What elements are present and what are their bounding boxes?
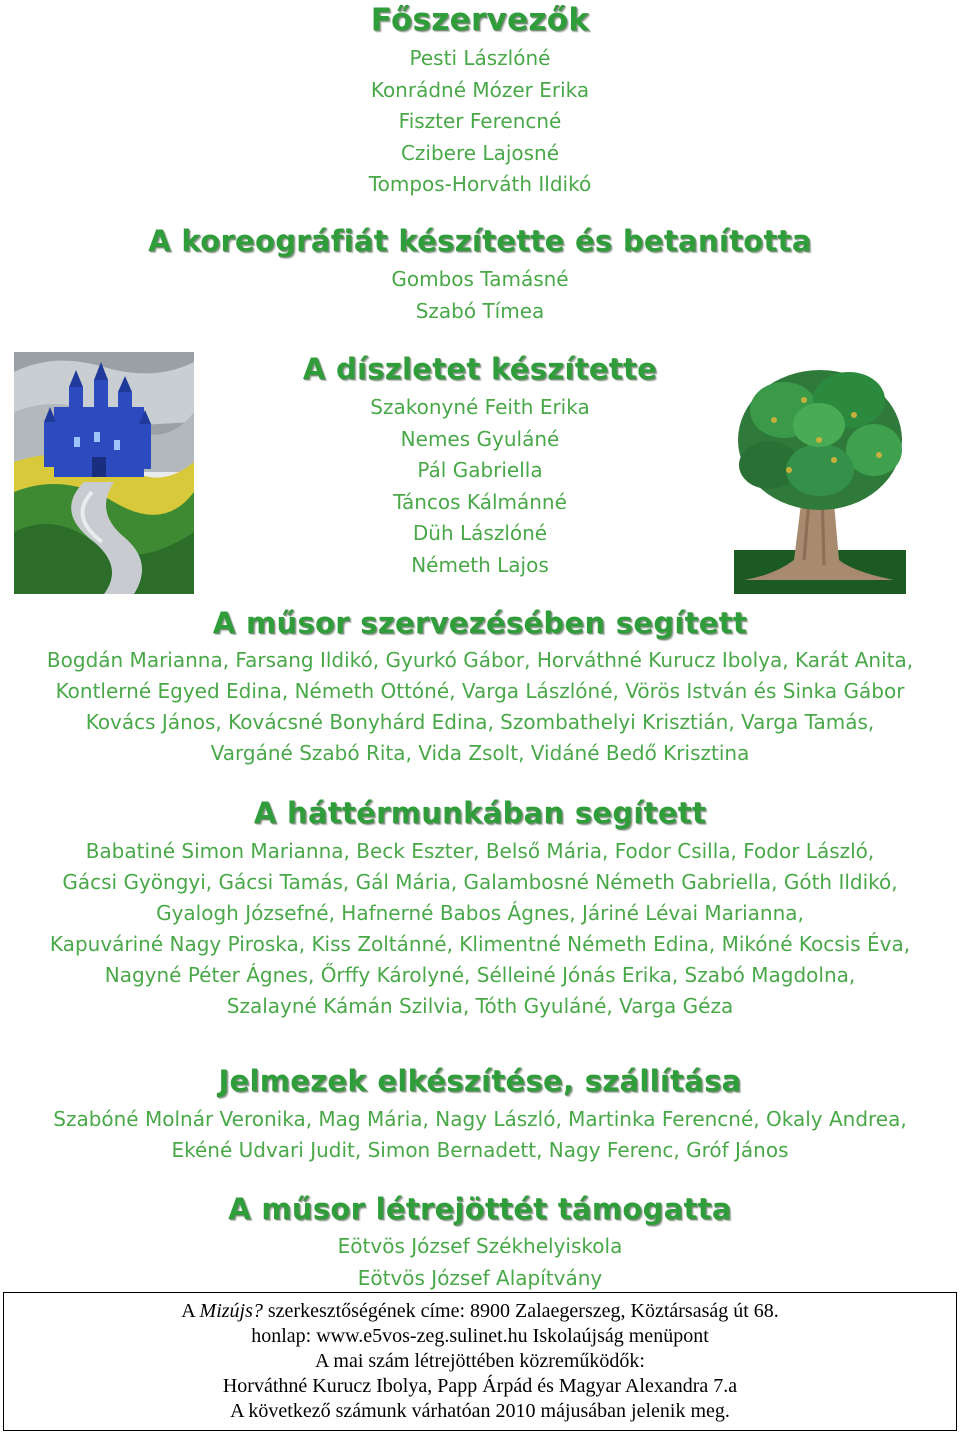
organizing-help-list — [0, 645, 960, 769]
sponsors-list — [0, 1231, 960, 1294]
footer-contributors-names: Horváthné Kurucz Ibolya, Papp Árpád és Magyar Alexandra 7.a — [222, 1375, 738, 1397]
footer-address-prefix: A — [181, 1300, 200, 1322]
heading-organizing-help: A műsor szervezésében segített — [212, 606, 748, 640]
choreography-list — [0, 264, 960, 327]
footer-address-rest: szerkesztőségének címe: 8900 Zalaegerszeg, Köztársaság út 68. — [262, 1300, 779, 1322]
heading-scenery: A díszletet készítette — [302, 352, 658, 386]
editorial-footer-box — [3, 1292, 957, 1431]
footer-homepage-line: honlap: www.e5vos-zeg.sulinet.hu Iskolaújság menüpont — [251, 1325, 709, 1347]
tree-scenery-image — [734, 360, 906, 594]
helper-line: Nagyné Péter Ágnes, Őrffy Károlyné, Sélleiné Jónás Erika, Szabó Magdolna, — [104, 963, 856, 987]
helper-line: Ekéné Udvari Judit, Simon Bernadett, Nagy Ferenc, Gróf János — [171, 1138, 789, 1162]
scenery-name: Düh Lászlóné — [412, 521, 548, 545]
choreographer-name: Szabó Tímea — [415, 298, 545, 323]
footer-contributors-label: A mai szám létrejöttében közreműködők: — [315, 1350, 645, 1372]
choreographer-name: Gombos Tamásné — [391, 267, 569, 291]
footer-next-issue: A következő számunk várhatóan 2010 májusában jelenik meg. — [230, 1400, 730, 1422]
sponsor-name: Eötvös József Alapítvány — [357, 1265, 603, 1290]
scenery-name: Németh Lajos — [411, 552, 549, 577]
organizer-name: Czibere Lajosné — [400, 140, 560, 165]
helper-line: Gácsi Gyöngyi, Gácsi Tamás, Gál Mária, Galambosné Németh Gabriella, Góth Ildikó, — [62, 870, 898, 894]
organizer-name: Konrádné Mózer Erika — [370, 77, 590, 102]
helper-line: Szalayné Kámán Szilvia, Tóth Gyuláné, Varga Géza — [226, 994, 734, 1018]
heading-organizers: Főszervezők — [370, 2, 590, 38]
heading-costumes: Jelmezek elkészítése, szállítása — [218, 1064, 742, 1098]
scenery-name: Szakonyné Feith Erika — [370, 395, 590, 419]
footer-newspaper-name: Mizújs? — [199, 1300, 263, 1322]
footer-address-line — [4, 1299, 956, 1324]
heading-choreography: A koreográfiát készítette és betanította — [148, 224, 812, 258]
scenery-name: Táncos Kálmánné — [393, 489, 567, 514]
scenery-name: Pál Gabriella — [417, 458, 543, 482]
helper-line: Babatiné Simon Marianna, Beck Eszter, Belső Mária, Fodor Csilla, Fodor László, — [85, 839, 875, 863]
organizer-name: Fiszter Ferencné — [398, 109, 562, 133]
heading-sponsors: A műsor létrejöttét támogatta — [228, 1192, 732, 1226]
organizer-name: Pesti Lászlóné — [409, 46, 551, 70]
costumes-list — [0, 1104, 960, 1166]
helper-line: Kontlerné Egyed Edina, Németh Ottóné, Varga Lászlóné, Vörös István és Sinka Gábor — [55, 679, 905, 703]
helper-line: Kapuváriné Nagy Piroska, Kiss Zoltánné, Klimentné Németh Edina, Mikóné Kocsis Éva, — [49, 932, 911, 956]
helper-line: Szabóné Molnár Veronika, Mag Mária, Nagy László, Martinka Ferencné, Okaly Andrea, — [53, 1107, 907, 1131]
helper-line: Kovács János, Kovácsné Bonyhárd Edina, Szombathelyi Krisztián, Varga Tamás, — [85, 710, 875, 734]
organizer-name: Tompos-Horváth Ildikó — [368, 172, 592, 196]
organizers-list — [0, 43, 960, 201]
sponsor-name: Eötvös József Székhelyiskola — [337, 1234, 623, 1258]
helper-line: Bogdán Marianna, Farsang Ildikó, Gyurkó Gábor, Horváthné Kurucz Ibolya, Karát Anita, — [46, 648, 914, 672]
helper-line: Gyalogh Józsefné, Hafnerné Babos Ágnes, Járiné Lévai Marianna, — [156, 901, 804, 925]
background-help-list — [0, 836, 960, 1022]
heading-background-help: A háttérmunkában segített — [253, 796, 707, 830]
helper-line: Vargáné Szabó Rita, Vida Zsolt, Vidáné Bedő Krisztina — [210, 741, 750, 765]
scenery-name: Nemes Gyuláné — [400, 426, 560, 451]
